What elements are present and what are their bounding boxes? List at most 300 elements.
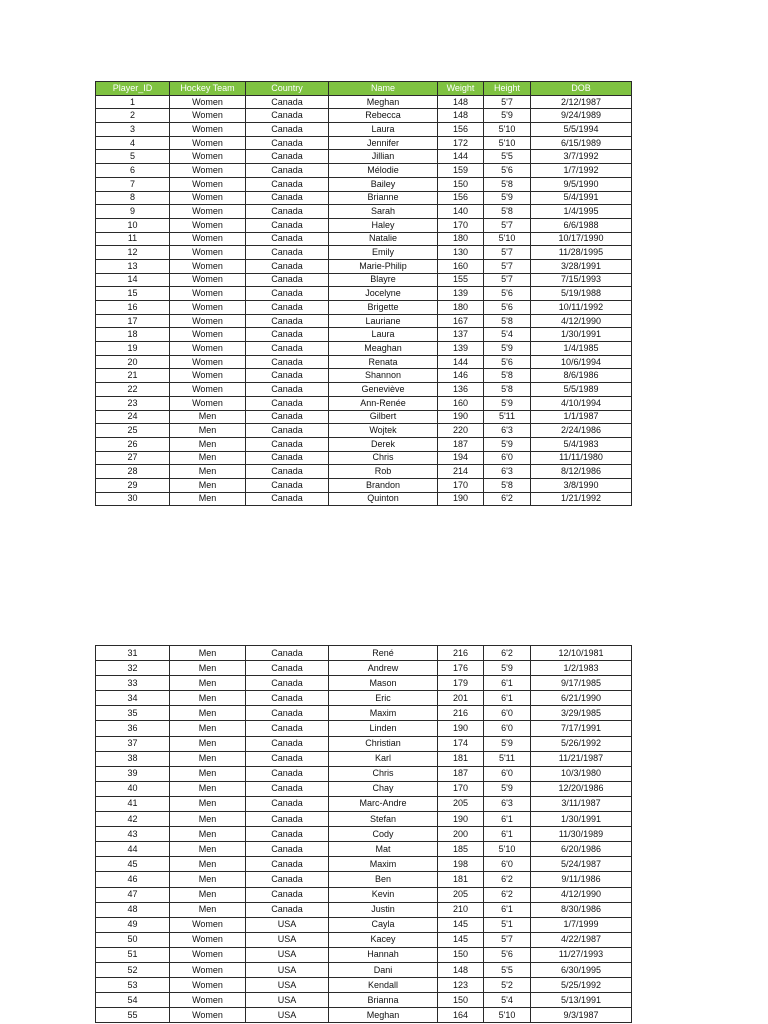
hockey-team-cell[interactable]: Women (170, 205, 246, 219)
hockey-team-cell[interactable]: Women (170, 259, 246, 273)
dob-cell[interactable]: 6/20/1986 (531, 842, 632, 857)
height-cell[interactable]: 5'6 (484, 164, 531, 178)
weight-cell[interactable]: 130 (438, 246, 484, 260)
header-hockey-team[interactable]: Hockey Team (170, 82, 246, 96)
hockey-team-cell[interactable]: Women (170, 1008, 246, 1023)
hockey-team-cell[interactable]: Men (170, 872, 246, 887)
name-cell[interactable]: Haley (329, 218, 438, 232)
hockey-team-cell[interactable]: Men (170, 424, 246, 438)
height-cell[interactable]: 5'4 (484, 993, 531, 1008)
country-cell[interactable]: Canada (246, 424, 329, 438)
height-cell[interactable]: 6'1 (484, 812, 531, 827)
dob-cell[interactable]: 8/30/1986 (531, 902, 632, 917)
name-cell[interactable]: Linden (329, 721, 438, 736)
weight-cell[interactable]: 190 (438, 812, 484, 827)
player-id-cell[interactable]: 23 (96, 396, 170, 410)
country-cell[interactable]: Canada (246, 109, 329, 123)
dob-cell[interactable]: 1/7/1999 (531, 917, 632, 932)
player-id-cell[interactable]: 33 (96, 676, 170, 691)
height-cell[interactable]: 6'0 (484, 721, 531, 736)
weight-cell[interactable]: 220 (438, 424, 484, 438)
player-id-cell[interactable]: 49 (96, 917, 170, 932)
weight-cell[interactable]: 164 (438, 1008, 484, 1023)
country-cell[interactable]: Canada (246, 796, 329, 811)
height-cell[interactable]: 6'1 (484, 676, 531, 691)
hockey-team-cell[interactable]: Men (170, 796, 246, 811)
height-cell[interactable]: 5'2 (484, 978, 531, 993)
player-id-cell[interactable]: 22 (96, 383, 170, 397)
dob-cell[interactable]: 2/24/1986 (531, 424, 632, 438)
weight-cell[interactable]: 205 (438, 796, 484, 811)
name-cell[interactable]: Brandon (329, 478, 438, 492)
hockey-team-cell[interactable]: Men (170, 706, 246, 721)
country-cell[interactable]: Canada (246, 842, 329, 857)
weight-cell[interactable]: 216 (438, 706, 484, 721)
dob-cell[interactable]: 3/28/1991 (531, 259, 632, 273)
hockey-team-cell[interactable]: Women (170, 383, 246, 397)
dob-cell[interactable]: 7/17/1991 (531, 721, 632, 736)
country-cell[interactable]: Canada (246, 872, 329, 887)
height-cell[interactable]: 5'9 (484, 396, 531, 410)
dob-cell[interactable]: 5/4/1991 (531, 191, 632, 205)
name-cell[interactable]: Shannon (329, 369, 438, 383)
weight-cell[interactable]: 200 (438, 827, 484, 842)
player-id-cell[interactable]: 1 (96, 95, 170, 109)
hockey-team-cell[interactable]: Men (170, 410, 246, 424)
player-id-cell[interactable]: 19 (96, 342, 170, 356)
player-id-cell[interactable]: 27 (96, 451, 170, 465)
weight-cell[interactable]: 205 (438, 887, 484, 902)
country-cell[interactable]: Canada (246, 766, 329, 781)
country-cell[interactable]: Canada (246, 736, 329, 751)
weight-cell[interactable]: 190 (438, 410, 484, 424)
dob-cell[interactable]: 9/5/1990 (531, 177, 632, 191)
country-cell[interactable]: Canada (246, 887, 329, 902)
country-cell[interactable]: Canada (246, 123, 329, 137)
name-cell[interactable]: Kendall (329, 978, 438, 993)
name-cell[interactable]: Natalie (329, 232, 438, 246)
height-cell[interactable]: 5'1 (484, 917, 531, 932)
height-cell[interactable]: 5'9 (484, 342, 531, 356)
height-cell[interactable]: 5'9 (484, 191, 531, 205)
weight-cell[interactable]: 160 (438, 259, 484, 273)
name-cell[interactable]: Ann-Renée (329, 396, 438, 410)
height-cell[interactable]: 5'8 (484, 205, 531, 219)
weight-cell[interactable]: 150 (438, 947, 484, 962)
hockey-team-cell[interactable]: Women (170, 917, 246, 932)
country-cell[interactable]: Canada (246, 827, 329, 842)
player-id-cell[interactable]: 31 (96, 646, 170, 661)
name-cell[interactable]: Laura (329, 123, 438, 137)
height-cell[interactable]: 6'3 (484, 465, 531, 479)
height-cell[interactable]: 5'8 (484, 177, 531, 191)
name-cell[interactable]: Jocelyne (329, 287, 438, 301)
hockey-team-cell[interactable]: Men (170, 676, 246, 691)
weight-cell[interactable]: 201 (438, 691, 484, 706)
name-cell[interactable]: Derek (329, 437, 438, 451)
hockey-team-cell[interactable]: Women (170, 396, 246, 410)
name-cell[interactable]: Chris (329, 451, 438, 465)
weight-cell[interactable]: 144 (438, 355, 484, 369)
height-cell[interactable]: 6'0 (484, 857, 531, 872)
height-cell[interactable]: 6'1 (484, 691, 531, 706)
country-cell[interactable]: Canada (246, 301, 329, 315)
player-id-cell[interactable]: 7 (96, 177, 170, 191)
country-cell[interactable]: Canada (246, 396, 329, 410)
player-id-cell[interactable]: 54 (96, 993, 170, 1008)
weight-cell[interactable]: 156 (438, 123, 484, 137)
weight-cell[interactable]: 160 (438, 396, 484, 410)
player-id-cell[interactable]: 46 (96, 872, 170, 887)
hockey-team-cell[interactable]: Women (170, 136, 246, 150)
player-id-cell[interactable]: 36 (96, 721, 170, 736)
player-id-cell[interactable]: 48 (96, 902, 170, 917)
player-id-cell[interactable]: 40 (96, 781, 170, 796)
height-cell[interactable]: 5'9 (484, 109, 531, 123)
hockey-team-cell[interactable]: Women (170, 947, 246, 962)
dob-cell[interactable]: 7/15/1993 (531, 273, 632, 287)
country-cell[interactable]: Canada (246, 437, 329, 451)
height-cell[interactable]: 5'6 (484, 947, 531, 962)
name-cell[interactable]: Chay (329, 781, 438, 796)
country-cell[interactable]: Canada (246, 136, 329, 150)
name-cell[interactable]: Kacey (329, 932, 438, 947)
country-cell[interactable]: USA (246, 947, 329, 962)
hockey-team-cell[interactable]: Men (170, 465, 246, 479)
player-id-cell[interactable]: 4 (96, 136, 170, 150)
player-id-cell[interactable]: 44 (96, 842, 170, 857)
player-id-cell[interactable]: 35 (96, 706, 170, 721)
dob-cell[interactable]: 9/17/1985 (531, 676, 632, 691)
country-cell[interactable]: Canada (246, 706, 329, 721)
hockey-team-cell[interactable]: Men (170, 781, 246, 796)
dob-cell[interactable]: 3/8/1990 (531, 478, 632, 492)
height-cell[interactable]: 6'1 (484, 827, 531, 842)
country-cell[interactable]: Canada (246, 676, 329, 691)
height-cell[interactable]: 5'7 (484, 218, 531, 232)
name-cell[interactable]: Marc-Andre (329, 796, 438, 811)
name-cell[interactable]: Emily (329, 246, 438, 260)
height-cell[interactable]: 5'6 (484, 301, 531, 315)
weight-cell[interactable]: 170 (438, 781, 484, 796)
height-cell[interactable]: 5'9 (484, 661, 531, 676)
name-cell[interactable]: Bailey (329, 177, 438, 191)
dob-cell[interactable]: 6/30/1995 (531, 962, 632, 977)
height-cell[interactable]: 6'2 (484, 646, 531, 661)
name-cell[interactable]: Eric (329, 691, 438, 706)
dob-cell[interactable]: 1/30/1991 (531, 812, 632, 827)
hockey-team-cell[interactable]: Men (170, 736, 246, 751)
weight-cell[interactable]: 190 (438, 721, 484, 736)
height-cell[interactable]: 5'10 (484, 842, 531, 857)
weight-cell[interactable]: 180 (438, 232, 484, 246)
height-cell[interactable]: 6'0 (484, 766, 531, 781)
name-cell[interactable]: Cayla (329, 917, 438, 932)
player-id-cell[interactable]: 16 (96, 301, 170, 315)
country-cell[interactable]: USA (246, 993, 329, 1008)
weight-cell[interactable]: 214 (438, 465, 484, 479)
country-cell[interactable]: Canada (246, 902, 329, 917)
country-cell[interactable]: Canada (246, 721, 329, 736)
dob-cell[interactable]: 11/11/1980 (531, 451, 632, 465)
height-cell[interactable]: 5'7 (484, 259, 531, 273)
name-cell[interactable]: Meaghan (329, 342, 438, 356)
player-id-cell[interactable]: 45 (96, 857, 170, 872)
player-id-cell[interactable]: 20 (96, 355, 170, 369)
player-id-cell[interactable]: 30 (96, 492, 170, 506)
header-country[interactable]: Country (246, 82, 329, 96)
height-cell[interactable]: 5'8 (484, 314, 531, 328)
hockey-team-cell[interactable]: Men (170, 451, 246, 465)
header-player-id[interactable]: Player_ID (96, 82, 170, 96)
name-cell[interactable]: Wojtek (329, 424, 438, 438)
country-cell[interactable]: Canada (246, 328, 329, 342)
weight-cell[interactable]: 210 (438, 902, 484, 917)
height-cell[interactable]: 5'9 (484, 736, 531, 751)
name-cell[interactable]: Kevin (329, 887, 438, 902)
player-id-cell[interactable]: 13 (96, 259, 170, 273)
country-cell[interactable]: Canada (246, 369, 329, 383)
country-cell[interactable]: Canada (246, 661, 329, 676)
header-height[interactable]: Height (484, 82, 531, 96)
hockey-team-cell[interactable]: Women (170, 978, 246, 993)
dob-cell[interactable]: 10/17/1990 (531, 232, 632, 246)
country-cell[interactable]: Canada (246, 465, 329, 479)
height-cell[interactable]: 5'10 (484, 1008, 531, 1023)
hockey-team-cell[interactable]: Women (170, 109, 246, 123)
name-cell[interactable]: Meghan (329, 1008, 438, 1023)
height-cell[interactable]: 5'11 (484, 410, 531, 424)
height-cell[interactable]: 5'9 (484, 781, 531, 796)
height-cell[interactable]: 5'7 (484, 95, 531, 109)
country-cell[interactable]: USA (246, 1008, 329, 1023)
hockey-team-cell[interactable]: Women (170, 355, 246, 369)
hockey-team-cell[interactable]: Men (170, 842, 246, 857)
weight-cell[interactable]: 159 (438, 164, 484, 178)
hockey-team-cell[interactable]: Men (170, 857, 246, 872)
dob-cell[interactable]: 8/12/1986 (531, 465, 632, 479)
player-id-cell[interactable]: 37 (96, 736, 170, 751)
dob-cell[interactable]: 5/5/1989 (531, 383, 632, 397)
hockey-team-cell[interactable]: Women (170, 123, 246, 137)
height-cell[interactable]: 6'3 (484, 424, 531, 438)
dob-cell[interactable]: 3/29/1985 (531, 706, 632, 721)
name-cell[interactable]: Laura (329, 328, 438, 342)
dob-cell[interactable]: 5/5/1994 (531, 123, 632, 137)
dob-cell[interactable]: 9/11/1986 (531, 872, 632, 887)
hockey-team-cell[interactable]: Men (170, 827, 246, 842)
name-cell[interactable]: Rob (329, 465, 438, 479)
country-cell[interactable]: USA (246, 962, 329, 977)
country-cell[interactable]: Canada (246, 478, 329, 492)
dob-cell[interactable]: 11/28/1995 (531, 246, 632, 260)
name-cell[interactable]: Jillian (329, 150, 438, 164)
name-cell[interactable]: Gilbert (329, 410, 438, 424)
name-cell[interactable]: Lauriane (329, 314, 438, 328)
weight-cell[interactable]: 194 (438, 451, 484, 465)
player-id-cell[interactable]: 38 (96, 751, 170, 766)
name-cell[interactable]: Hannah (329, 947, 438, 962)
dob-cell[interactable]: 1/7/1992 (531, 164, 632, 178)
player-id-cell[interactable]: 29 (96, 478, 170, 492)
player-id-cell[interactable]: 41 (96, 796, 170, 811)
player-id-cell[interactable]: 24 (96, 410, 170, 424)
player-id-cell[interactable]: 26 (96, 437, 170, 451)
hockey-team-cell[interactable]: Women (170, 150, 246, 164)
hockey-team-cell[interactable]: Women (170, 342, 246, 356)
hockey-team-cell[interactable]: Women (170, 246, 246, 260)
weight-cell[interactable]: 148 (438, 962, 484, 977)
country-cell[interactable]: Canada (246, 383, 329, 397)
name-cell[interactable]: Meghan (329, 95, 438, 109)
dob-cell[interactable]: 8/6/1986 (531, 369, 632, 383)
country-cell[interactable]: Canada (246, 246, 329, 260)
dob-cell[interactable]: 6/15/1989 (531, 136, 632, 150)
hockey-team-cell[interactable]: Women (170, 218, 246, 232)
country-cell[interactable]: Canada (246, 150, 329, 164)
dob-cell[interactable]: 1/2/1983 (531, 661, 632, 676)
player-id-cell[interactable]: 10 (96, 218, 170, 232)
dob-cell[interactable]: 10/6/1994 (531, 355, 632, 369)
hockey-team-cell[interactable]: Women (170, 95, 246, 109)
name-cell[interactable]: Maxim (329, 706, 438, 721)
weight-cell[interactable]: 172 (438, 136, 484, 150)
name-cell[interactable]: Karl (329, 751, 438, 766)
name-cell[interactable]: Mason (329, 676, 438, 691)
name-cell[interactable]: Maxim (329, 857, 438, 872)
hockey-team-cell[interactable]: Men (170, 661, 246, 676)
country-cell[interactable]: Canada (246, 492, 329, 506)
player-id-cell[interactable]: 15 (96, 287, 170, 301)
hockey-team-cell[interactable]: Women (170, 328, 246, 342)
dob-cell[interactable]: 1/1/1987 (531, 410, 632, 424)
hockey-team-cell[interactable]: Men (170, 492, 246, 506)
player-id-cell[interactable]: 43 (96, 827, 170, 842)
dob-cell[interactable]: 2/12/1987 (531, 95, 632, 109)
country-cell[interactable]: Canada (246, 287, 329, 301)
hockey-team-cell[interactable]: Men (170, 721, 246, 736)
name-cell[interactable]: Marie-Philip (329, 259, 438, 273)
height-cell[interactable]: 6'2 (484, 872, 531, 887)
height-cell[interactable]: 5'6 (484, 355, 531, 369)
weight-cell[interactable]: 155 (438, 273, 484, 287)
height-cell[interactable]: 5'10 (484, 123, 531, 137)
weight-cell[interactable]: 148 (438, 95, 484, 109)
hockey-team-cell[interactable]: Women (170, 177, 246, 191)
weight-cell[interactable]: 170 (438, 218, 484, 232)
dob-cell[interactable]: 5/26/1992 (531, 736, 632, 751)
name-cell[interactable]: Brigette (329, 301, 438, 315)
weight-cell[interactable]: 123 (438, 978, 484, 993)
hockey-team-cell[interactable]: Women (170, 932, 246, 947)
name-cell[interactable]: Renata (329, 355, 438, 369)
weight-cell[interactable]: 156 (438, 191, 484, 205)
height-cell[interactable]: 5'7 (484, 273, 531, 287)
hockey-team-cell[interactable]: Men (170, 751, 246, 766)
weight-cell[interactable]: 137 (438, 328, 484, 342)
country-cell[interactable]: Canada (246, 205, 329, 219)
country-cell[interactable]: Canada (246, 314, 329, 328)
weight-cell[interactable]: 145 (438, 932, 484, 947)
name-cell[interactable]: Stefan (329, 812, 438, 827)
hockey-team-cell[interactable]: Women (170, 369, 246, 383)
weight-cell[interactable]: 187 (438, 766, 484, 781)
hockey-team-cell[interactable]: Women (170, 273, 246, 287)
country-cell[interactable]: Canada (246, 691, 329, 706)
hockey-team-cell[interactable]: Women (170, 164, 246, 178)
dob-cell[interactable]: 1/30/1991 (531, 328, 632, 342)
player-id-cell[interactable]: 5 (96, 150, 170, 164)
height-cell[interactable]: 6'1 (484, 902, 531, 917)
player-id-cell[interactable]: 2 (96, 109, 170, 123)
name-cell[interactable]: Blayre (329, 273, 438, 287)
height-cell[interactable]: 5'10 (484, 136, 531, 150)
hockey-team-cell[interactable]: Women (170, 191, 246, 205)
name-cell[interactable]: Brianna (329, 993, 438, 1008)
dob-cell[interactable]: 9/3/1987 (531, 1008, 632, 1023)
height-cell[interactable]: 5'8 (484, 383, 531, 397)
weight-cell[interactable]: 170 (438, 478, 484, 492)
player-id-cell[interactable]: 51 (96, 947, 170, 962)
name-cell[interactable]: Andrew (329, 661, 438, 676)
dob-cell[interactable]: 4/22/1987 (531, 932, 632, 947)
height-cell[interactable]: 6'3 (484, 796, 531, 811)
hockey-team-cell[interactable]: Men (170, 478, 246, 492)
weight-cell[interactable]: 176 (438, 661, 484, 676)
player-id-cell[interactable]: 50 (96, 932, 170, 947)
player-id-cell[interactable]: 47 (96, 887, 170, 902)
weight-cell[interactable]: 190 (438, 492, 484, 506)
name-cell[interactable]: Mat (329, 842, 438, 857)
player-id-cell[interactable]: 3 (96, 123, 170, 137)
dob-cell[interactable]: 9/24/1989 (531, 109, 632, 123)
height-cell[interactable]: 5'7 (484, 246, 531, 260)
player-id-cell[interactable]: 39 (96, 766, 170, 781)
dob-cell[interactable]: 5/13/1991 (531, 993, 632, 1008)
country-cell[interactable]: Canada (246, 164, 329, 178)
weight-cell[interactable]: 181 (438, 751, 484, 766)
height-cell[interactable]: 6'2 (484, 887, 531, 902)
player-id-cell[interactable]: 53 (96, 978, 170, 993)
dob-cell[interactable]: 1/4/1995 (531, 205, 632, 219)
weight-cell[interactable]: 139 (438, 342, 484, 356)
dob-cell[interactable]: 10/3/1980 (531, 766, 632, 781)
header-dob[interactable]: DOB (531, 82, 632, 96)
dob-cell[interactable]: 5/4/1983 (531, 437, 632, 451)
dob-cell[interactable]: 12/10/1981 (531, 646, 632, 661)
weight-cell[interactable]: 185 (438, 842, 484, 857)
player-id-cell[interactable]: 21 (96, 369, 170, 383)
height-cell[interactable]: 5'8 (484, 369, 531, 383)
name-cell[interactable]: René (329, 646, 438, 661)
name-cell[interactable]: Christian (329, 736, 438, 751)
player-id-cell[interactable]: 34 (96, 691, 170, 706)
dob-cell[interactable]: 3/11/1987 (531, 796, 632, 811)
name-cell[interactable]: Quinton (329, 492, 438, 506)
dob-cell[interactable]: 10/11/1992 (531, 301, 632, 315)
country-cell[interactable]: Canada (246, 259, 329, 273)
name-cell[interactable]: Justin (329, 902, 438, 917)
weight-cell[interactable]: 150 (438, 993, 484, 1008)
hockey-team-cell[interactable]: Men (170, 887, 246, 902)
country-cell[interactable]: Canada (246, 410, 329, 424)
hockey-team-cell[interactable]: Women (170, 287, 246, 301)
weight-cell[interactable]: 174 (438, 736, 484, 751)
weight-cell[interactable]: 145 (438, 917, 484, 932)
country-cell[interactable]: Canada (246, 451, 329, 465)
height-cell[interactable]: 6'2 (484, 492, 531, 506)
player-id-cell[interactable]: 8 (96, 191, 170, 205)
